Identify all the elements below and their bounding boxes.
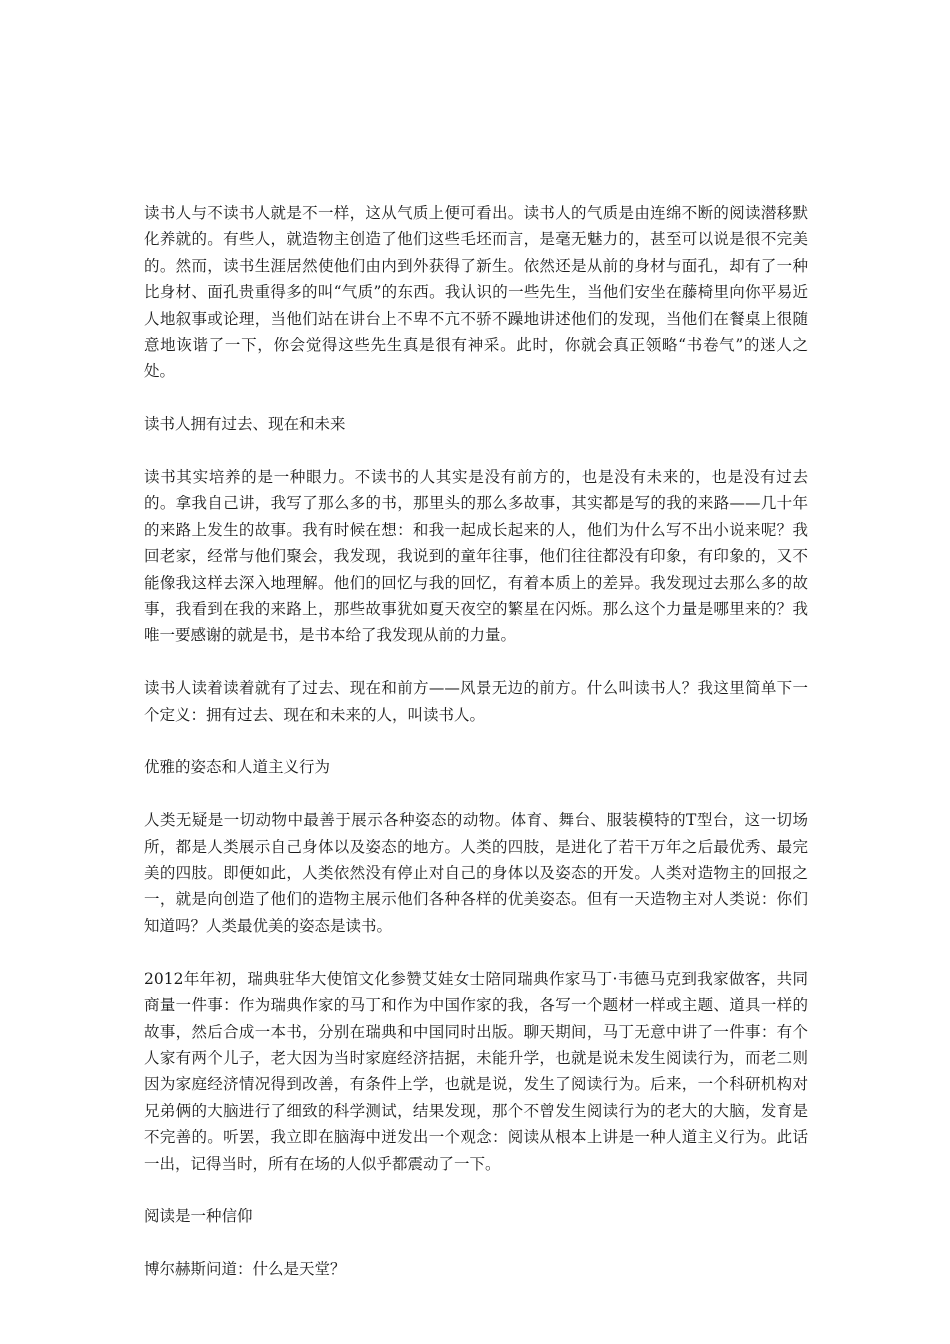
section-heading-past-present-future: 读书人拥有过去、现在和未来	[144, 415, 346, 434]
body-paragraph-4: 人类无疑是一切动物中最善于展示各种姿态的动物。体育、舞台、服装模特的T型台，这一切场所，都是人类展示自己身体以及姿态的地方。人类的四肢，是进化了若干万年之后最优秀、最完美的四肢。即便如此，人类依然没有停止对自己的身体以及姿态的开发。人类对造物主的回报之一，就是向创造了他们的造物主展示他们各种各样的优美姿态。但有一天造物主对人类说：你们知道吗？人类最优美的姿态是读书。	[144, 811, 808, 935]
body-paragraph-6: 博尔赫斯问道：什么是天堂？	[144, 1260, 346, 1279]
body-paragraph-3: 读书人读着读着就有了过去、现在和前方——风景无边的前方。什么叫读书人？我这里简单下一个定义：拥有过去、现在和未来的人，叫读书人。	[144, 679, 808, 724]
body-paragraph-1: 读书人与不读书人就是不一样，这从气质上便可看出。读书人的气质是由连绵不断的阅读潜移默化养就的。有些人，就造物主创造了他们这些毛坯而言，是毫无魅力的，甚至可以说是很不完美的。然而，读书生涯居然使他们由内到外获得了新生。依然还是从前的身材与面孔，却有了一种比身材、面孔贵重得多的叫“气质”的东西。我认识的一些先生，当他们安坐在藤椅里向你平易近人地叙事或论理，当他们站在讲台上不卑不亢不骄不躁地讲述他们的发现，当他们在餐桌上很随意地诙谐了一下，你会觉得这些先生真是很有神采。此时，你就会真正领略“书卷气”的迷人之处。	[144, 204, 808, 381]
section-heading-elegant-posture: 优雅的姿态和人道主义行为	[144, 758, 331, 777]
section-heading-reading-is-faith: 阅读是一种信仰	[144, 1207, 253, 1226]
document-page	[144, 200, 808, 1309]
body-paragraph-5: 2012年年初，瑞典驻华大使馆文化参赞艾娃女士陪同瑞典作家马丁·韦德马克到我家做客，共同商量一件事：作为瑞典作家的马丁和作为中国作家的我，各写一个题材一样或主题、道具一样的故事，然后合成一本书，分别在瑞典和中国同时出版。聊天期间，马丁无意中讲了一件事：有个人家有两个儿子，老大因为当时家庭经济拮据，未能升学，也就是说未发生阅读行为，而老二则因为家庭经济情况得到改善，有条件上学，也就是说，发生了阅读行为。后来，一个科研机构对兄弟俩的大脑进行了细致的科学测试，结果发现，那个不曾发生阅读行为的老大的大脑，发育是不完善的。听罢，我立即在脑海中迸发出一个观念：阅读从根本上讲是一种人道主义行为。此话一出，记得当时，所有在场的人似乎都震动了一下。	[144, 969, 808, 1173]
body-paragraph-2: 读书其实培养的是一种眼力。不读书的人其实是没有前方的，也是没有未来的，也是没有过去的。拿我自己讲，我写了那么多的书，那里头的那么多故事，其实都是写的我的来路——几十年的来路上发生的故事。我有时候在想：和我一起成长起来的人，他们为什么写不出小说来呢？我回老家，经常与他们聚会，我发现，我说到的童年往事，他们往往都没有印象，有印象的，又不能像我这样去深入地理解。他们的回忆与我的回忆，有着本质上的差异。我发现过去那么多的故事，我看到在我的来路上，那些故事犹如夏天夜空的繁星在闪烁。那么这个力量是哪里来的？我唯一要感谢的就是书，是书本给了我发现从前的力量。	[144, 468, 808, 645]
